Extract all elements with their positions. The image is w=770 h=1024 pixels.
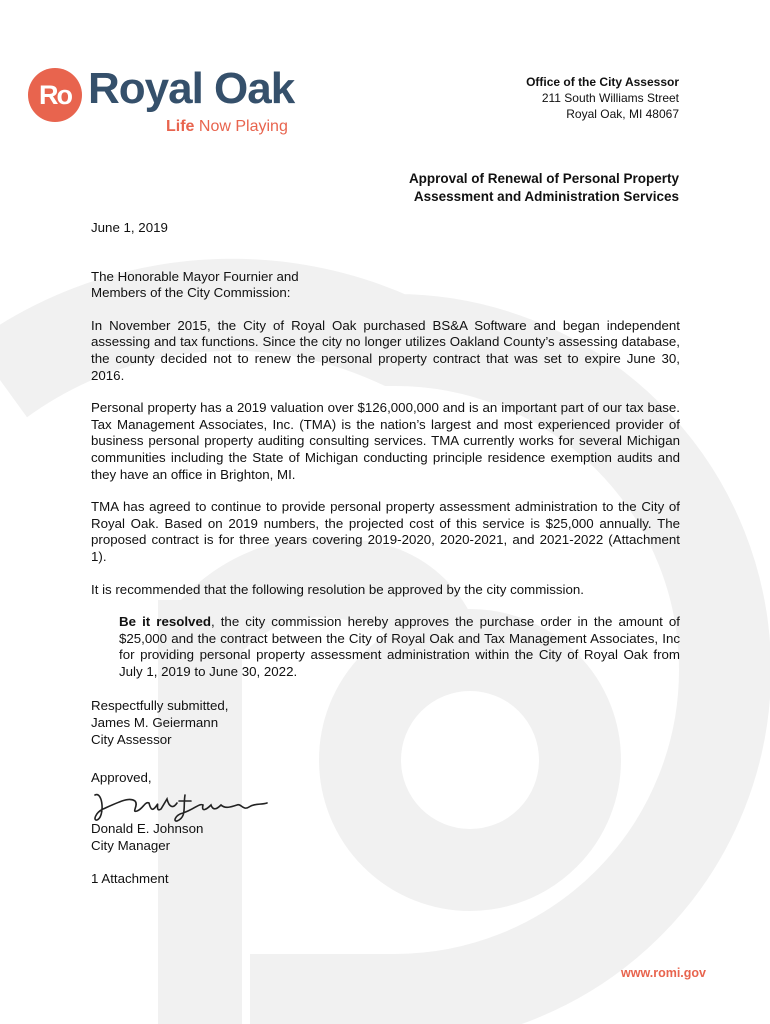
- subject-heading: [409, 170, 679, 206]
- letter-date: June 1, 2019: [91, 220, 168, 235]
- salutation-line-1: The Honorable Mayor Fournier and: [91, 268, 299, 284]
- paragraph-3: TMA has agreed to continue to provide personal property assessment administration to the City of Royal Oak. Based on 2019 numbers, the projected cost of this service is $25,000 annually. The proposed contract is for three years covering 2019-2020, 2020-2021, and 2021-2022 (Attachment 1).: [91, 499, 680, 564]
- office-address-block: [526, 74, 679, 122]
- paragraph-1: In November 2015, the City of Royal Oak purchased BS&A Software and began independent assessing and tax functions. Since the city no longer utilizes Oakland County’s assessing database, the county decided not to renew the personal property contract that was set to expire June 30, 2016.: [91, 317, 680, 383]
- logo-tagline: Life Now Playing: [166, 118, 288, 135]
- logo-name: Royal Oak: [88, 64, 295, 113]
- letter-body: [91, 220, 680, 903]
- signature-image: [91, 787, 271, 823]
- office-city: Royal Oak, MI 48067: [566, 107, 679, 121]
- resolution: [119, 614, 680, 680]
- recommendation: It is recommended that the following resolution be approved by the city commission.: [91, 581, 584, 597]
- resolution-lead: Be it resolved: [119, 614, 211, 630]
- salutation-line-2: Members of the City Commission:: [91, 285, 291, 301]
- royal-oak-logo: [28, 66, 308, 142]
- attachment-note: 1 Attachment: [91, 870, 169, 886]
- footer-website-link[interactable]: www.romi.gov: [621, 966, 706, 980]
- subject-line-1: Approval of Renewal of Personal Property: [408, 171, 679, 186]
- salutation: [91, 269, 680, 302]
- logo-mark-icon: Ro: [28, 68, 82, 122]
- office-street: 211 South Williams Street: [541, 91, 679, 105]
- closing-block: [91, 698, 680, 748]
- resolution-text: , the city commission hereby approves the purchase order in the amount of $25,000 and the contract between the City of Royal Oak and Tax Management Associates, Inc for providing personal property assessment administration within the City of Royal Oak from July 1, 2019 to June 30, 2022.: [119, 614, 681, 679]
- closing: Respectfully submitted,: [91, 698, 229, 714]
- assessor-title: City Assessor: [91, 731, 172, 747]
- approved-label: Approved,: [91, 770, 152, 786]
- office-title: Office of the City Assessor: [526, 75, 679, 89]
- manager-block: [91, 821, 680, 854]
- subject-line-2: Assessment and Administration Services: [413, 189, 679, 204]
- manager-name: Donald E. Johnson: [91, 821, 204, 837]
- assessor-name: James M. Geiermann: [91, 715, 219, 731]
- manager-title: City Manager: [91, 838, 171, 854]
- paragraph-2: Personal property has a 2019 valuation over $126,000,000 and is an important part of our tax base. Tax Management Associates, Inc. (TMA) is the nation’s largest and most experienced provider of business personal property auditing consulting services. TMA currently works for several Michigan communities including the State of Michigan conducting principle residence exemption audits and they have an office in Brighton, MI.: [91, 400, 680, 482]
